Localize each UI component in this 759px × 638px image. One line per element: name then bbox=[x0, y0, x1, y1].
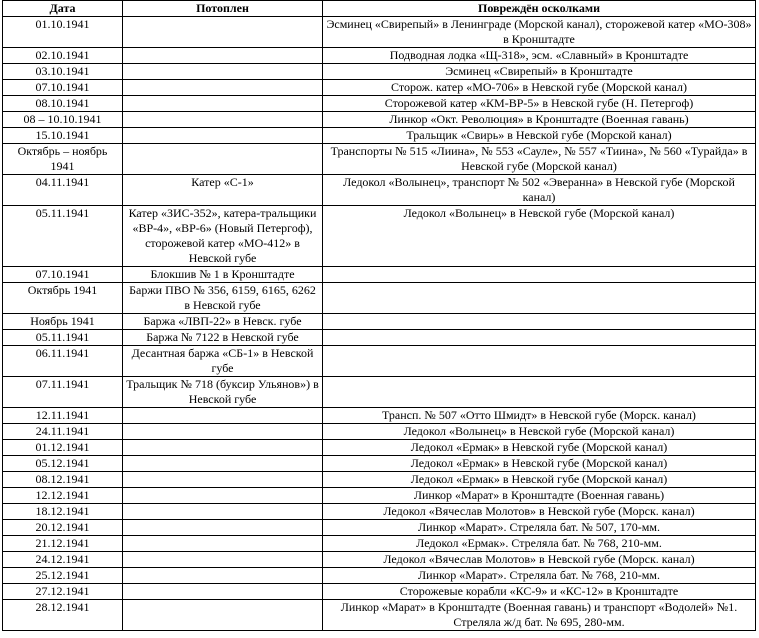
cell-sunk bbox=[123, 144, 323, 175]
table-row bbox=[3, 536, 756, 552]
cell-sunk bbox=[123, 552, 323, 568]
cell-damaged: Трансп. № 507 «Отто Шмидт» в Невской губе (Морск. канал) bbox=[323, 408, 756, 424]
cell-sunk bbox=[123, 472, 323, 488]
table-row bbox=[3, 568, 756, 584]
cell-sunk: Баржи ПВО № 356, 6159, 6165, 6262 в Невской губе bbox=[123, 283, 323, 314]
cell-date: 07.11.1941 bbox=[3, 377, 123, 408]
cell-date: 25.12.1941 bbox=[3, 568, 123, 584]
cell-damaged: Ледокол «Вячеслав Молотов» в Невской губе (Морск. канал) bbox=[323, 552, 756, 568]
cell-sunk: Блокшив № 1 в Кронштадте bbox=[123, 267, 323, 283]
table-row bbox=[3, 424, 756, 440]
column-header-date: Дата bbox=[3, 1, 123, 17]
table-row bbox=[3, 96, 756, 112]
cell-date: 18.12.1941 bbox=[3, 504, 123, 520]
cell-date: 20.12.1941 bbox=[3, 520, 123, 536]
cell-sunk bbox=[123, 80, 323, 96]
cell-date: 12.11.1941 bbox=[3, 408, 123, 424]
table-row bbox=[3, 17, 756, 48]
table-row bbox=[3, 314, 756, 330]
cell-date: 08.10.1941 bbox=[3, 96, 123, 112]
table-row bbox=[3, 206, 756, 267]
cell-date: 03.10.1941 bbox=[3, 64, 123, 80]
cell-sunk: Тральщик № 718 (буксир Ульянов») в Невской губе bbox=[123, 377, 323, 408]
cell-date: 07.10.1941 bbox=[3, 80, 123, 96]
cell-sunk: Баржа «ЛВП-22» в Невск. губе bbox=[123, 314, 323, 330]
cell-damaged: Ледокол «Ермак». Стреляла бат. № 768, 210-мм. bbox=[323, 536, 756, 552]
cell-damaged bbox=[323, 314, 756, 330]
cell-date: 21.12.1941 bbox=[3, 536, 123, 552]
header-row bbox=[3, 1, 756, 17]
table-row bbox=[3, 504, 756, 520]
cell-date: 05.12.1941 bbox=[3, 456, 123, 472]
cell-damaged: Ледокол «Ермак» в Невской губе (Морской канал) bbox=[323, 440, 756, 456]
cell-date: 15.10.1941 bbox=[3, 128, 123, 144]
cell-sunk bbox=[123, 584, 323, 600]
cell-sunk bbox=[123, 600, 323, 631]
cell-sunk bbox=[123, 48, 323, 64]
cell-damaged bbox=[323, 330, 756, 346]
cell-damaged: Транспорты № 515 «Лиина», № 553 «Сауле», № 557 «Тиина», № 560 «Турайда» в Невской губе (Морской канал) bbox=[323, 144, 756, 175]
cell-damaged bbox=[323, 377, 756, 408]
cell-date: 24.11.1941 bbox=[3, 424, 123, 440]
table-row bbox=[3, 440, 756, 456]
cell-date: 27.12.1941 bbox=[3, 584, 123, 600]
table-row bbox=[3, 377, 756, 408]
cell-damaged: Ледокол «Вячеслав Молотов» в Невской губе (Морск. канал) bbox=[323, 504, 756, 520]
cell-sunk bbox=[123, 456, 323, 472]
cell-damaged bbox=[323, 346, 756, 377]
cell-date: Октябрь 1941 bbox=[3, 283, 123, 314]
losses-table bbox=[2, 0, 756, 631]
table-row bbox=[3, 80, 756, 96]
cell-date: 28.12.1941 bbox=[3, 600, 123, 631]
cell-damaged: Линкор «Марат». Стреляла бат. № 507, 170-мм. bbox=[323, 520, 756, 536]
cell-sunk bbox=[123, 96, 323, 112]
cell-damaged: Тральщик «Свирь» в Невской губе (Морской канал) bbox=[323, 128, 756, 144]
cell-date: 05.11.1941 bbox=[3, 330, 123, 346]
cell-damaged: Линкор «Марат» в Кронштадте (Военная гавань) и транспорт «Водолей» №1. Стреляла ж/д бат. № 695, 280-мм. bbox=[323, 600, 756, 631]
table-row bbox=[3, 48, 756, 64]
cell-sunk bbox=[123, 408, 323, 424]
cell-date: 08 – 10.10.1941 bbox=[3, 112, 123, 128]
table-row bbox=[3, 408, 756, 424]
column-header-damaged: Повреждён осколками bbox=[323, 1, 756, 17]
cell-date: Ноябрь 1941 bbox=[3, 314, 123, 330]
cell-sunk bbox=[123, 424, 323, 440]
table-row bbox=[3, 600, 756, 631]
cell-sunk bbox=[123, 504, 323, 520]
table-row bbox=[3, 346, 756, 377]
cell-date: 06.11.1941 bbox=[3, 346, 123, 377]
cell-damaged: Линкор «Марат». Стреляла бат. № 768, 210-мм. bbox=[323, 568, 756, 584]
cell-sunk: Баржа № 7122 в Невской губе bbox=[123, 330, 323, 346]
table-row bbox=[3, 144, 756, 175]
table-row bbox=[3, 584, 756, 600]
table-row bbox=[3, 456, 756, 472]
cell-sunk: Десантная баржа «СБ-1» в Невской губе bbox=[123, 346, 323, 377]
cell-damaged: Эсминец «Свирепый» в Кронштадте bbox=[323, 64, 756, 80]
cell-sunk bbox=[123, 112, 323, 128]
cell-damaged: Линкор «Окт. Революция» в Кронштадте (Военная гавань) bbox=[323, 112, 756, 128]
cell-sunk bbox=[123, 128, 323, 144]
table-body bbox=[3, 17, 756, 631]
table-row bbox=[3, 520, 756, 536]
cell-damaged: Ледокол «Ермак» в Невской губе (Морской канал) bbox=[323, 456, 756, 472]
cell-damaged: Сторожевой катер «КМ-ВР-5» в Невской губе (Н. Петергоф) bbox=[323, 96, 756, 112]
cell-damaged: Сторож. катер «МО-706» в Невской губе (Морской канал) bbox=[323, 80, 756, 96]
table-row bbox=[3, 552, 756, 568]
table-row bbox=[3, 267, 756, 283]
cell-sunk: Катер «ЗИС-352», катера-тральщики «ВР-4», «ВР-6» (Новый Петергоф), сторожевой катер «МО-412» в Невской губе bbox=[123, 206, 323, 267]
cell-sunk bbox=[123, 64, 323, 80]
table-row bbox=[3, 112, 756, 128]
cell-sunk bbox=[123, 520, 323, 536]
cell-damaged: Ледокол «Волынец» в Невской губе (Морской канал) bbox=[323, 424, 756, 440]
table-row bbox=[3, 283, 756, 314]
cell-date: Октябрь – ноябрь 1941 bbox=[3, 144, 123, 175]
cell-sunk bbox=[123, 488, 323, 504]
column-header-sunk: Потоплен bbox=[123, 1, 323, 17]
cell-damaged: Эсминец «Свирепый» в Ленинграде (Морской канал), сторожевой катер «МО-308» в Кронштадте bbox=[323, 17, 756, 48]
cell-date: 02.10.1941 bbox=[3, 48, 123, 64]
table-row bbox=[3, 64, 756, 80]
cell-sunk bbox=[123, 440, 323, 456]
cell-damaged bbox=[323, 267, 756, 283]
cell-damaged: Линкор «Марат» в Кронштадте (Военная гавань) bbox=[323, 488, 756, 504]
cell-date: 08.12.1941 bbox=[3, 472, 123, 488]
cell-damaged bbox=[323, 283, 756, 314]
cell-sunk bbox=[123, 17, 323, 48]
cell-damaged: Подводная лодка «Щ-318», эсм. «Славный» в Кронштадте bbox=[323, 48, 756, 64]
cell-sunk bbox=[123, 568, 323, 584]
cell-damaged: Ледокол «Волынец» в Невской губе (Морской канал) bbox=[323, 206, 756, 267]
cell-sunk bbox=[123, 536, 323, 552]
cell-date: 01.10.1941 bbox=[3, 17, 123, 48]
table-row bbox=[3, 128, 756, 144]
cell-date: 24.12.1941 bbox=[3, 552, 123, 568]
cell-date: 04.11.1941 bbox=[3, 175, 123, 206]
table-row bbox=[3, 330, 756, 346]
table-row bbox=[3, 175, 756, 206]
cell-damaged: Ледокол «Волынец», транспорт № 502 «Эверанна» в Невской губе (Морской канал) bbox=[323, 175, 756, 206]
cell-damaged: Сторожевые корабли «КС-9» и «КС-12» в Кронштадте bbox=[323, 584, 756, 600]
cell-damaged: Ледокол «Ермак» в Невской губе (Морской канал) bbox=[323, 472, 756, 488]
table-row bbox=[3, 472, 756, 488]
cell-date: 01.12.1941 bbox=[3, 440, 123, 456]
cell-date: 12.12.1941 bbox=[3, 488, 123, 504]
cell-date: 07.10.1941 bbox=[3, 267, 123, 283]
cell-date: 05.11.1941 bbox=[3, 206, 123, 267]
cell-sunk: Катер «С-1» bbox=[123, 175, 323, 206]
table-row bbox=[3, 488, 756, 504]
